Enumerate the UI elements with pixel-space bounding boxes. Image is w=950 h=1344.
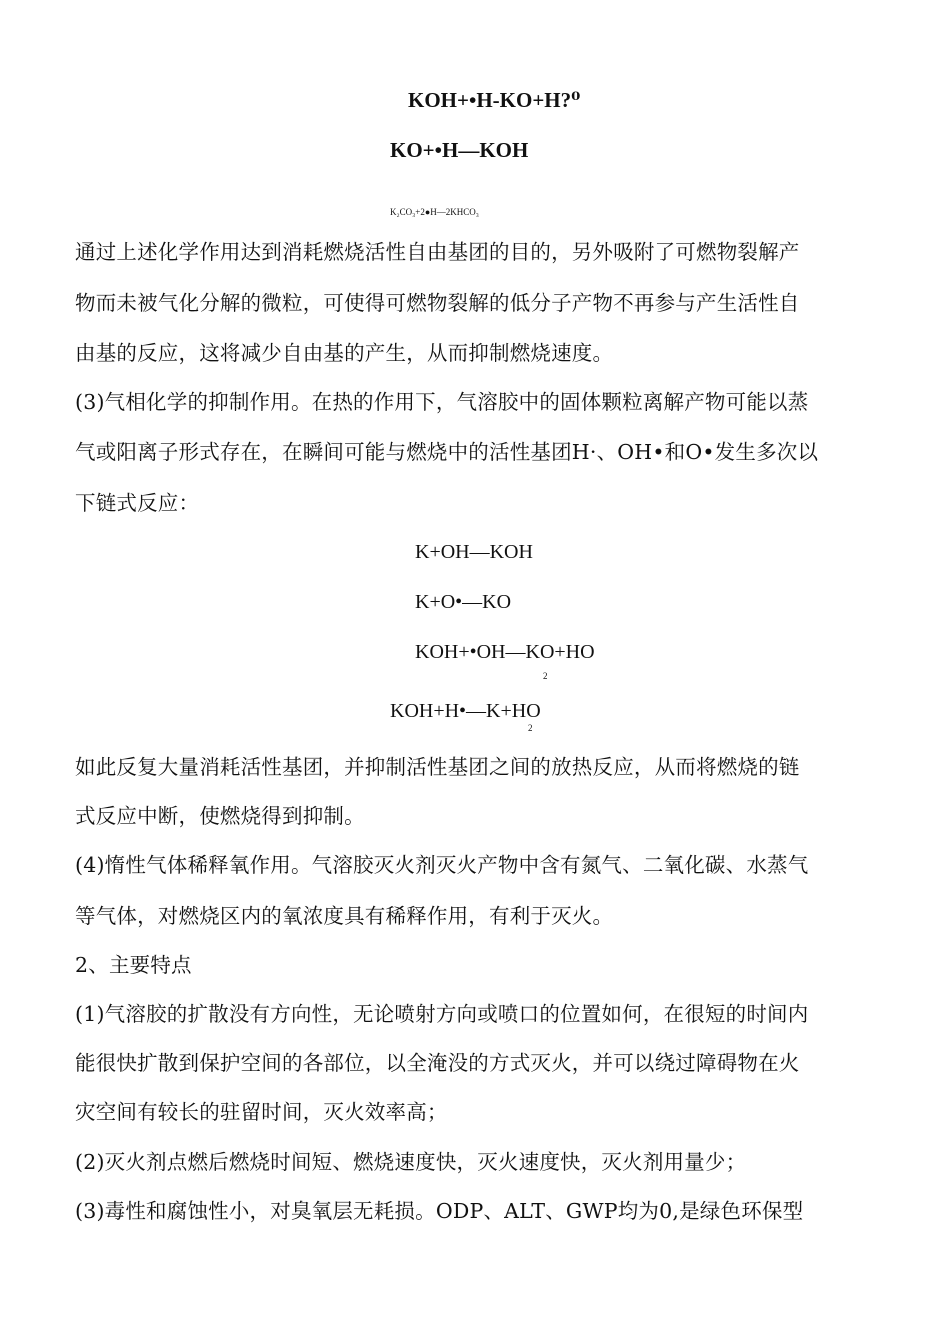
equation-koh-h: KOH+•H-KO+H?⁰ [408,88,581,112]
paragraph-line: 式反应中断，使燃烧得到抑制。 [75,804,365,828]
paragraph-line: 气或阳离子形式存在，在瞬间可能与燃烧中的活性基团H·、OH•和O•发生多次以 [75,440,819,464]
paragraph-line: (3)气相化学的抑制作用。在热的作用下，气溶胶中的固体颗粒离解产物可能以蒸 [75,390,809,414]
subscript-2: 2 [528,723,533,733]
paragraph-line: 能很快扩散到保护空间的各部位，以全淹没的方式灭火，并可以绕过障碍物在火 [75,1051,800,1075]
paragraph-line: 通过上述化学作用达到消耗燃烧活性自由基团的目的，另外吸附了可燃物裂解产 [75,240,800,264]
paragraph-line: (1)气溶胶的扩散没有方向性，无论喷射方向或喷口的位置如何，在很短的时间内 [75,1002,809,1026]
paragraph-line: 灾空间有较长的驻留时间，灭火效率高； [75,1100,448,1124]
equation-ko-h: KO+•H—KOH [390,138,529,162]
paragraph-line: 等气体，对燃烧区内的氧浓度具有稀释作用，有利于灭火。 [75,904,614,928]
equation-koh-h-2: KOH+H•—K+HO [390,700,541,722]
equation-koh-oh: KOH+•OH—KO+HO [415,641,595,663]
paragraph-line: 如此反复大量消耗活性基团，并抑制活性基团之间的放热反应，从而将燃烧的链 [75,755,800,779]
equation-k2co3: K₂CO₃+2●H—2KHCO₃ [390,207,479,217]
paragraph-line: (2)灭火剂点燃后燃烧时间短、燃烧速度快，灭火速度快，灭火剂用量少； [75,1150,747,1174]
paragraph-line: 物而未被气化分解的微粒，可使得可燃物裂解的低分子产物不再参与产生活性自 [75,291,800,315]
paragraph-line: 由基的反应，这将减少自由基的产生，从而抑制燃烧速度。 [75,341,614,365]
subscript-2: 2 [543,671,548,681]
paragraph-line: (3)毒性和腐蚀性小，对臭氧层无耗损。ODP、ALT、GWP均为0,是绿色环保型 [75,1199,804,1223]
paragraph-line: (4)惰性气体稀释氧作用。气溶胶灭火剂灭火产物中含有氮气、二氧化碳、水蒸气 [75,853,809,877]
equation-k-o: K+O•—KO [415,591,512,613]
section-heading: 2、主要特点 [75,953,192,977]
equation-k-oh: K+OH—KOH [415,541,533,563]
paragraph-line: 下链式反应： [75,491,200,515]
